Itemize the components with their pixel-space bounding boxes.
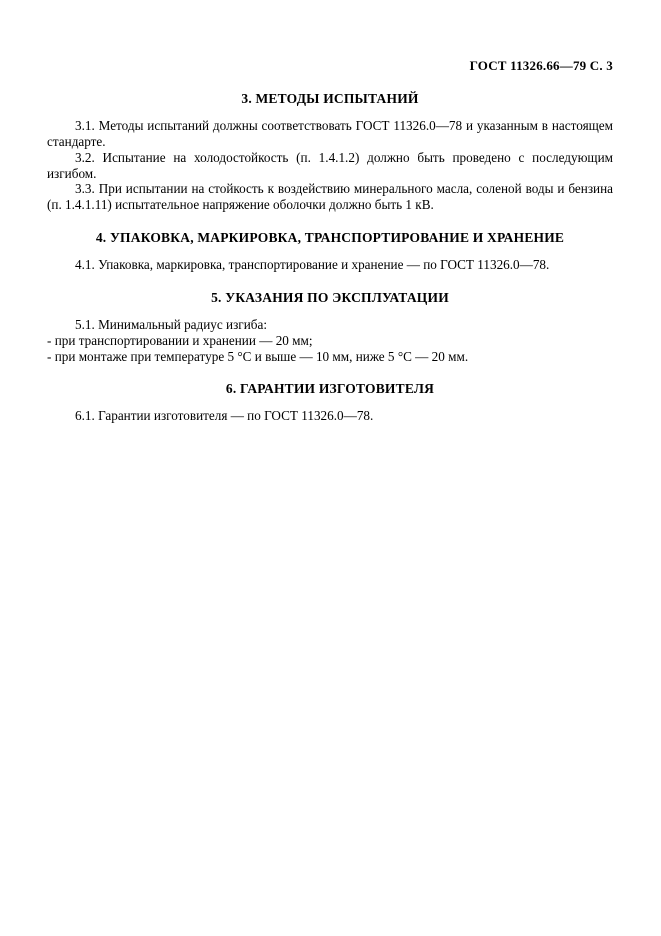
paragraph-3-3: 3.3. При испытании на стойкость к воздействию минерального масла, соленой воды и бензина (п. 1.4.1.11) испытательное напряжение оболочки должно быть 1 кВ. <box>47 181 613 213</box>
section-5-title: 5. УКАЗАНИЯ ПО ЭКСПЛУАТАЦИИ <box>211 289 449 305</box>
section-6-title: 6. ГАРАНТИИ ИЗГОТОВИТЕЛЯ <box>225 381 435 397</box>
paragraph-4-1: 4.1. Упаковка, маркировка, транспортирование и хранение — по ГОСТ 11326.0—78. <box>75 257 550 273</box>
paragraph-3-1: 3.1. Методы испытаний должны соответствовать ГОСТ 11326.0—78 и указанным в настоящем стандарте. <box>47 118 613 149</box>
page-header: ГОСТ 11326.66—79 С. 3 <box>469 58 613 73</box>
paragraph-6-1: 6.1. Гарантии изготовителя — по ГОСТ 11326.0—78. <box>75 408 374 424</box>
paragraph-5-1: 5.1. Минимальный радиус изгиба: <box>75 316 267 332</box>
paragraph-3-2: 3.2. Испытание на холодостойкость (п. 1.4.1.2) должно быть проведено с последующим изгибом. <box>47 149 613 181</box>
section-4-title: 4. УПАКОВКА, МАРКИРОВКА, ТРАНСПОРТИРОВАНИЕ И ХРАНЕНИЕ <box>95 230 565 246</box>
list-item-bend-radius-installation: - при монтаже при температуре 5 °С и выше — 10 мм, ниже 5 °С — 20 мм. <box>47 348 469 364</box>
section-3-title: 3. МЕТОДЫ ИСПЫТАНИЙ <box>241 91 419 106</box>
list-item-bend-radius-transport: - при транспортировании и хранении — 20 мм; <box>47 332 313 348</box>
